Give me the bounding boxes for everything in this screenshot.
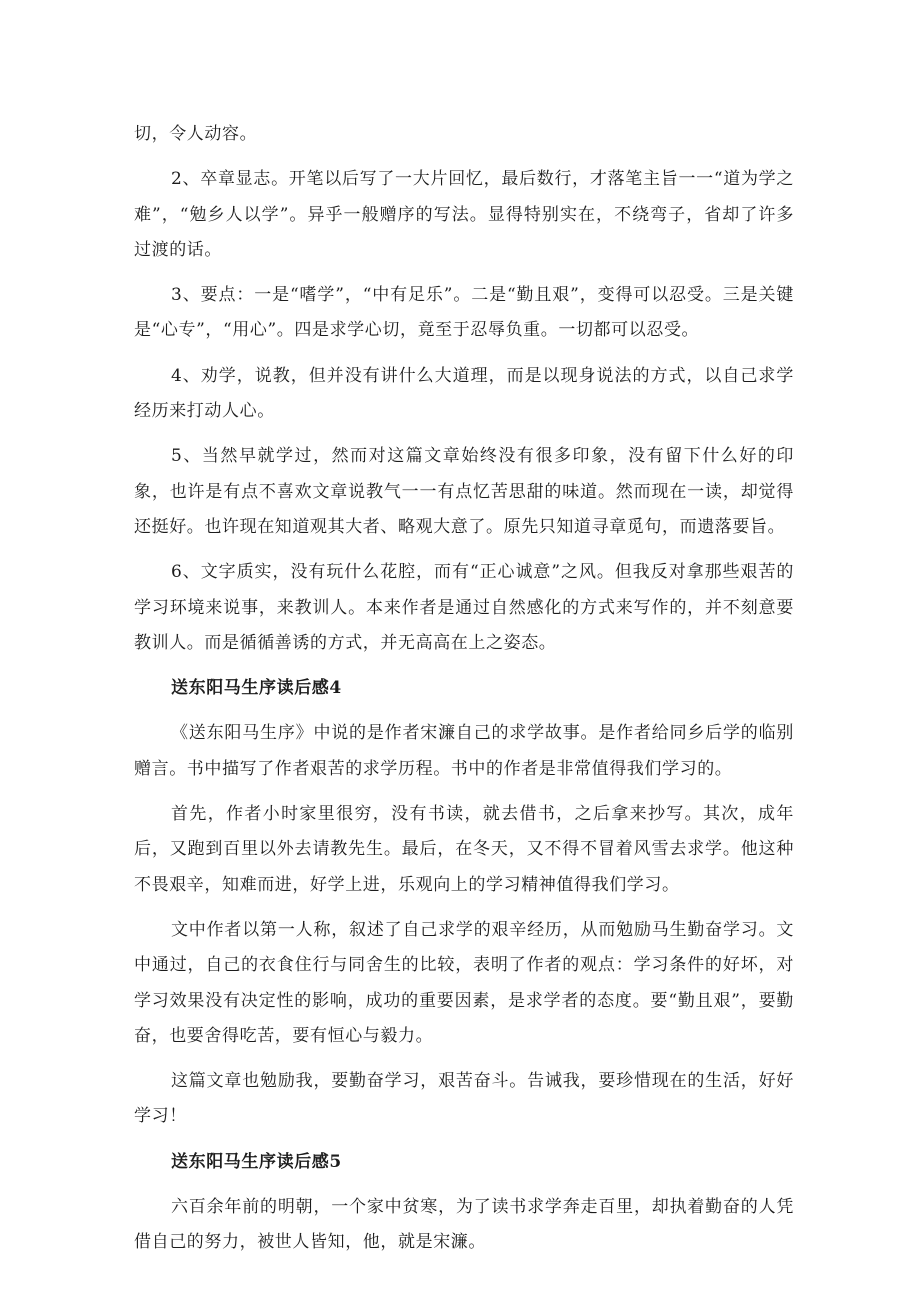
paragraph-intro-4: 《送东阳马生序》中说的是作者宋濂自己的求学故事。是作者给同乡后学的临别赠言。书中描写了作者艰苦的求学历程。书中的作者是非常值得我们学习的。	[134, 723, 794, 779]
paragraph-point-5: 5、当然早就学过，然而对这篇文章始终没有很多印象，没有留下什么好的印象，也许是有点不喜欢文章说教气一一有点忆苦思甜的味道。然而现在一读，却觉得还挺好。也许现在知道观其大者、略观大意了。原先只知道寻章觅句，而遗落要旨。	[134, 446, 794, 537]
paragraph-intro-5: 六百余年前的明朝，一个家中贫寒，为了读书求学奔走百里，却执着勤奋的人凭借自己的努力，被世人皆知，他，就是宋濂。	[134, 1197, 794, 1253]
paragraph-continued: 切，令人动容。	[134, 124, 258, 144]
section-heading-4: 送东阳马生序读后感4	[171, 678, 342, 699]
paragraph-point-3: 3、要点：一是“嗜学”，“中有足乐”。二是“勤且艰”，变得可以忍受。三是关键是“心专”，“用心”。四是求学心切，竟至于忍辱负重。一切都可以忍受。	[134, 285, 794, 341]
paragraph-point-2: 2、卒章显志。开笔以后写了一大片回忆，最后数行，才落笔主旨一一“道为学之难”，“勉乡人以学”。异乎一般赠序的写法。显得特别实在，不绕弯子，省却了许多过渡的话。	[134, 169, 794, 260]
document-body	[134, 117, 794, 1261]
section-heading-5: 送东阳马生序读后感5	[171, 1151, 342, 1172]
paragraph-point-4: 4、劝学，说教，但并没有讲什么大道理，而是以现身说法的方式，以自己求学经历来打动人心。	[134, 365, 794, 422]
paragraph-body-4c: 这篇文章也勉励我，要勤奋学习，艰苦奋斗。告诫我，要珍惜现在的生活，好好学习！	[134, 1071, 794, 1127]
paragraph-point-6: 6、文字质实，没有玩什么花腔，而有“正心诚意”之风。但我反对拿那些艰苦的学习环境来说事，来教训人。本来作者是通过自然感化的方式来写作的，并不刻意要教训人。而是循循善诱的方式，并无高高在上之姿态。	[134, 562, 794, 653]
paragraph-body-4b: 文中作者以第一人称，叙述了自己求学的艰辛经历，从而勉励马生勤奋学习。文中通过，自己的衣食住行与同舍生的比较，表明了作者的观点：学习条件的好坏，对学习效果没有决定性的影响，成功的重要因素，是求学者的态度。要“勤且艰”，要勤奋，也要舍得吃苦，要有恒心与毅力。	[134, 919, 794, 1046]
paragraph-body-4a: 首先，作者小时家里很穷，没有书读，就去借书，之后拿来抄写。其次，成年后，又跑到百里以外去请教先生。最后，在冬天，又不得不冒着风雪去求学。他这种不畏艰辛，知难而进，好学上进，乐观向上的学习精神值得我们学习。	[134, 804, 794, 895]
